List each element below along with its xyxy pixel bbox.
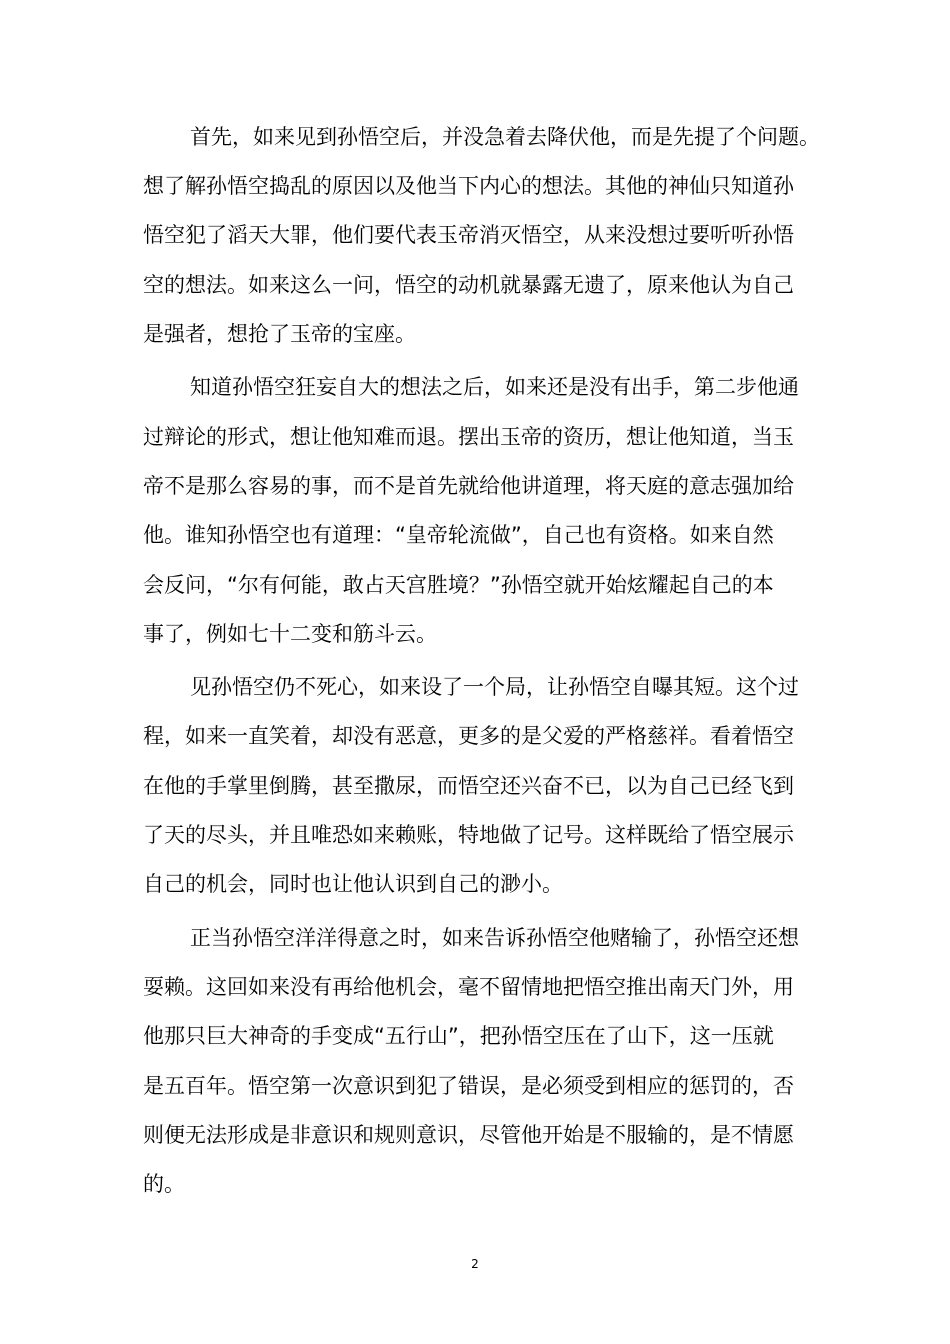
paragraph-2-line-2: 过辩论的形式，想让他知难而退。摆出玉帝的资历，想让他知道，当玉 bbox=[143, 425, 794, 449]
paragraph-3-line-5: 自己的机会，同时也让他认识到自己的渺小。 bbox=[143, 872, 563, 896]
paragraph-1-line-1: 首先，如来见到孙悟空后，并没急着去降伏他，而是先提了个问题。 bbox=[190, 125, 820, 149]
paragraph-3-line-3: 在他的手掌里倒腾，甚至撒尿，而悟空还兴奋不已，以为自己已经飞到 bbox=[143, 774, 794, 798]
paragraph-4-line-6: 的。 bbox=[143, 1172, 185, 1196]
paragraph-2-line-3: 帝不是那么容易的事，而不是首先就给他讲道理，将天庭的意志强加给 bbox=[143, 474, 794, 498]
paragraph-4-line-3: 他那只巨大神奇的手变成“五行山”，把孙悟空压在了山下，这一压就 bbox=[143, 1024, 774, 1048]
paragraph-4-line-1: 正当孙悟空洋洋得意之时，如来告诉孙悟空他赌输了，孙悟空还想 bbox=[190, 926, 799, 950]
paragraph-1-line-3: 悟空犯了滔天大罪，他们要代表玉帝消灭悟空，从来没想过要听听孙悟 bbox=[143, 223, 794, 247]
paragraph-1-line-2: 想了解孙悟空捣乱的原因以及他当下内心的想法。其他的神仙只知道孙 bbox=[143, 174, 794, 198]
paragraph-3-line-1: 见孙悟空仍不死心，如来设了一个局，让孙悟空自曝其短。这个过 bbox=[190, 675, 799, 699]
paragraph-2-line-1: 知道孙悟空狂妄自大的想法之后，如来还是没有出手，第二步他通 bbox=[190, 375, 799, 399]
paragraph-1-line-4: 空的想法。如来这么一问，悟空的动机就暴露无遗了，原来他认为自己 bbox=[143, 273, 794, 297]
paragraph-2-line-4: 他。谁知孙悟空也有道理：“皇帝轮流做”，自己也有资格。如来自然 bbox=[143, 523, 774, 547]
paragraph-3-line-2: 程，如来一直笑着，却没有恶意，更多的是父爱的严格慈祥。看着悟空 bbox=[143, 724, 794, 748]
paragraph-4-line-5: 则便无法形成是非意识和规则意识，尽管他开始是不服输的，是不情愿 bbox=[143, 1123, 794, 1147]
paragraph-4-line-4: 是五百年。悟空第一次意识到犯了错误，是必须受到相应的惩罚的，否 bbox=[143, 1074, 794, 1098]
paragraph-4-line-2: 耍赖。这回如来没有再给他机会，毫不留情地把悟空推出南天门外，用 bbox=[143, 975, 794, 999]
paragraph-1-line-5: 是强者，想抢了玉帝的宝座。 bbox=[143, 322, 416, 346]
paragraph-2-line-5: 会反问，“尔有何能，敢占天宫胜境？”孙悟空就开始炫耀起自己的本 bbox=[143, 573, 774, 597]
page-number: 2 bbox=[471, 1257, 479, 1271]
paragraph-3-line-4: 了天的尽头，并且唯恐如来赖账，特地做了记号。这样既给了悟空展示 bbox=[143, 823, 794, 847]
paragraph-2-line-6: 事了，例如七十二变和筋斗云。 bbox=[143, 622, 437, 646]
